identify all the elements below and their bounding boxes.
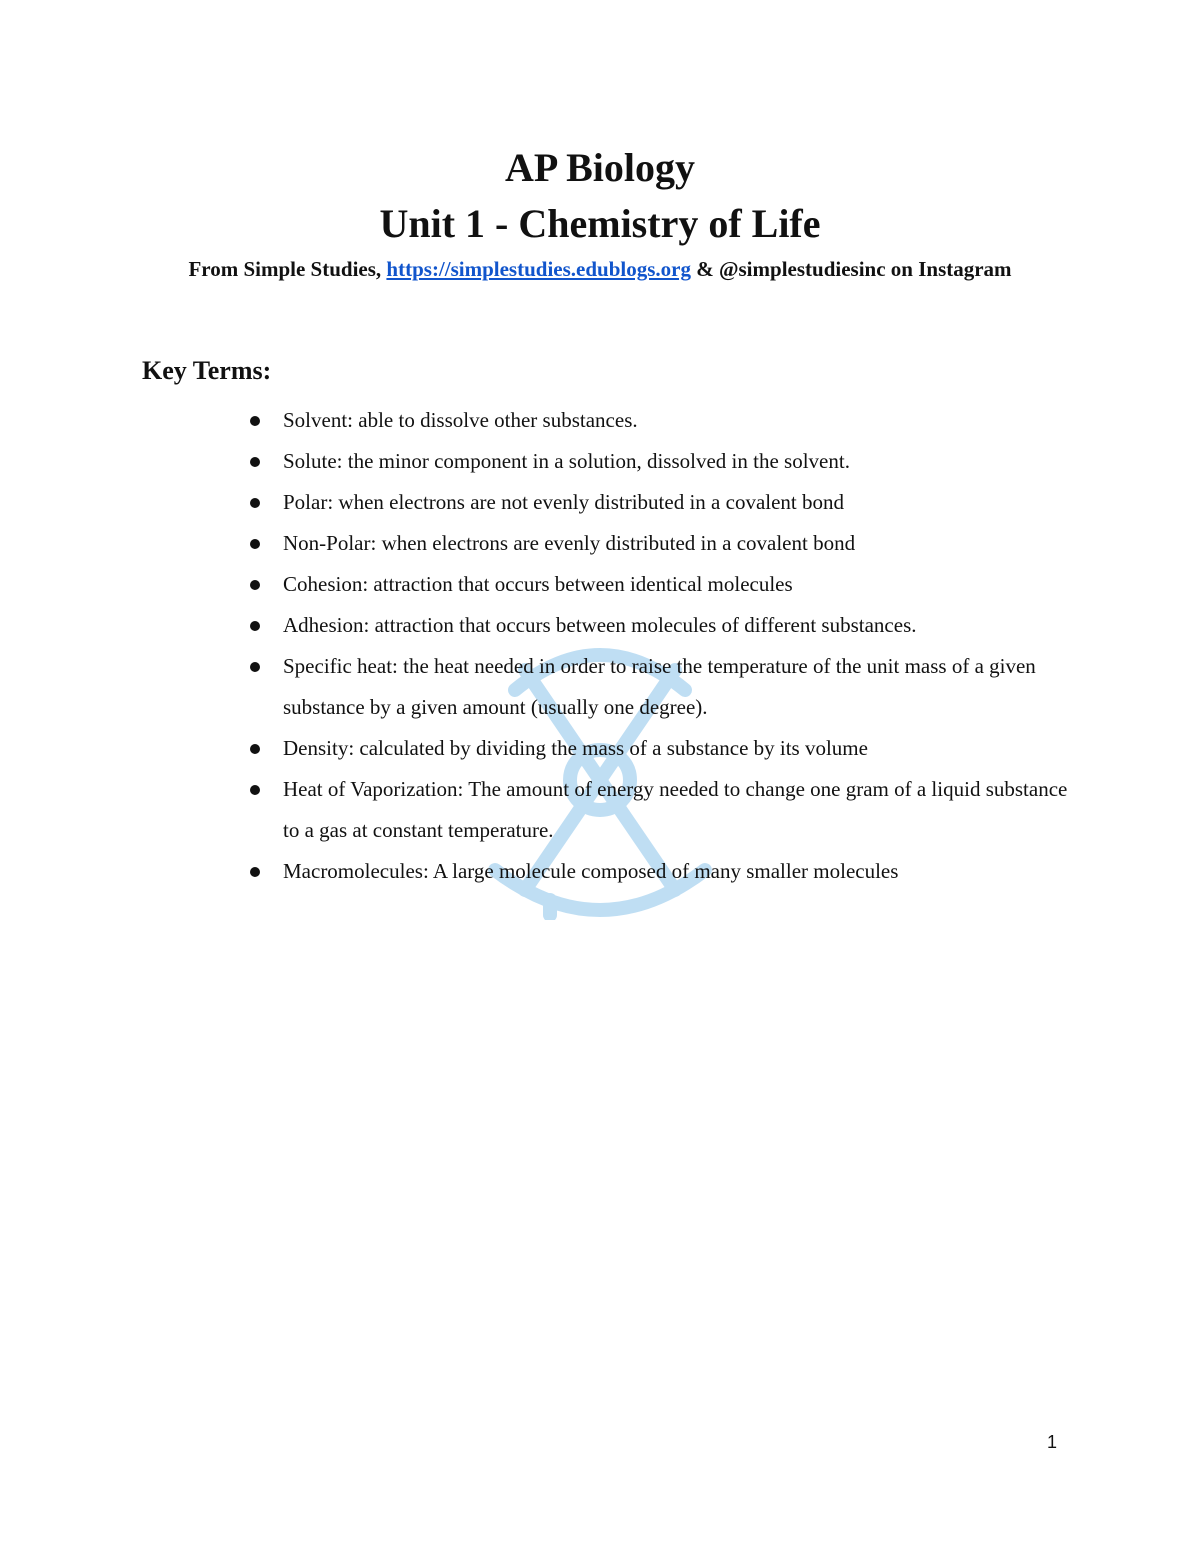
term-text: Macromolecules: A large molecule composed of many smaller molecules: [283, 859, 899, 883]
list-item: [248, 605, 1068, 646]
document-subtitle: Unit 1 - Chemistry of Life: [379, 201, 821, 246]
bullet-dot-icon: [250, 744, 260, 754]
document-title: AP Biology: [504, 145, 696, 190]
bullet-dot-icon: [250, 580, 260, 590]
list-item: [248, 482, 1068, 523]
term-text: Heat of Vaporization: The amount of energy needed to change one gram of a liquid substance to a gas at constant temperature.: [283, 777, 1068, 842]
key-terms-heading: Key Terms:: [142, 356, 272, 385]
term-text: Cohesion: attraction that occurs between identical molecules: [283, 572, 793, 596]
term-text: Polar: when electrons are not evenly distributed in a covalent bond: [283, 490, 845, 514]
source-prefix: From Simple Studies,: [188, 257, 387, 281]
list-item: [248, 728, 1068, 769]
term-text: Solute: the minor component in a solution, dissolved in the solvent.: [283, 449, 850, 473]
source-suffix: & @simplestudiesinc on Instagram: [690, 257, 1012, 281]
bullet-dot-icon: [250, 867, 260, 877]
bullet-dot-icon: [250, 785, 260, 795]
list-item: [248, 441, 1068, 482]
term-text: Non-Polar: when electrons are evenly distributed in a covalent bond: [283, 531, 856, 555]
term-text: Density: calculated by dividing the mass of a substance by its volume: [283, 736, 868, 760]
bullet-dot-icon: [250, 416, 260, 426]
list-item: [248, 769, 1068, 851]
source-credit: [150, 254, 1050, 285]
list-item: [248, 564, 1068, 605]
list-item: [248, 851, 1068, 892]
page-number: 1: [1046, 1432, 1057, 1452]
bullet-dot-icon: [250, 662, 260, 672]
bullet-dot-icon: [250, 457, 260, 467]
source-link[interactable]: https://simplestudies.edublogs.org: [386, 257, 691, 281]
bullet-dot-icon: [250, 621, 260, 631]
list-item: [248, 646, 1068, 728]
term-text: Specific heat: the heat needed in order to raise the temperature of the unit mass of a given substance by a given amount (usually one degree).: [283, 654, 1036, 719]
list-item: [248, 523, 1068, 564]
term-text: Solvent: able to dissolve other substances.: [283, 408, 638, 432]
term-text: Adhesion: attraction that occurs between molecules of different substances.: [283, 613, 917, 637]
bullet-dot-icon: [250, 498, 260, 508]
key-terms-list: [248, 400, 1068, 892]
bullet-dot-icon: [250, 539, 260, 549]
list-item: [248, 400, 1068, 441]
